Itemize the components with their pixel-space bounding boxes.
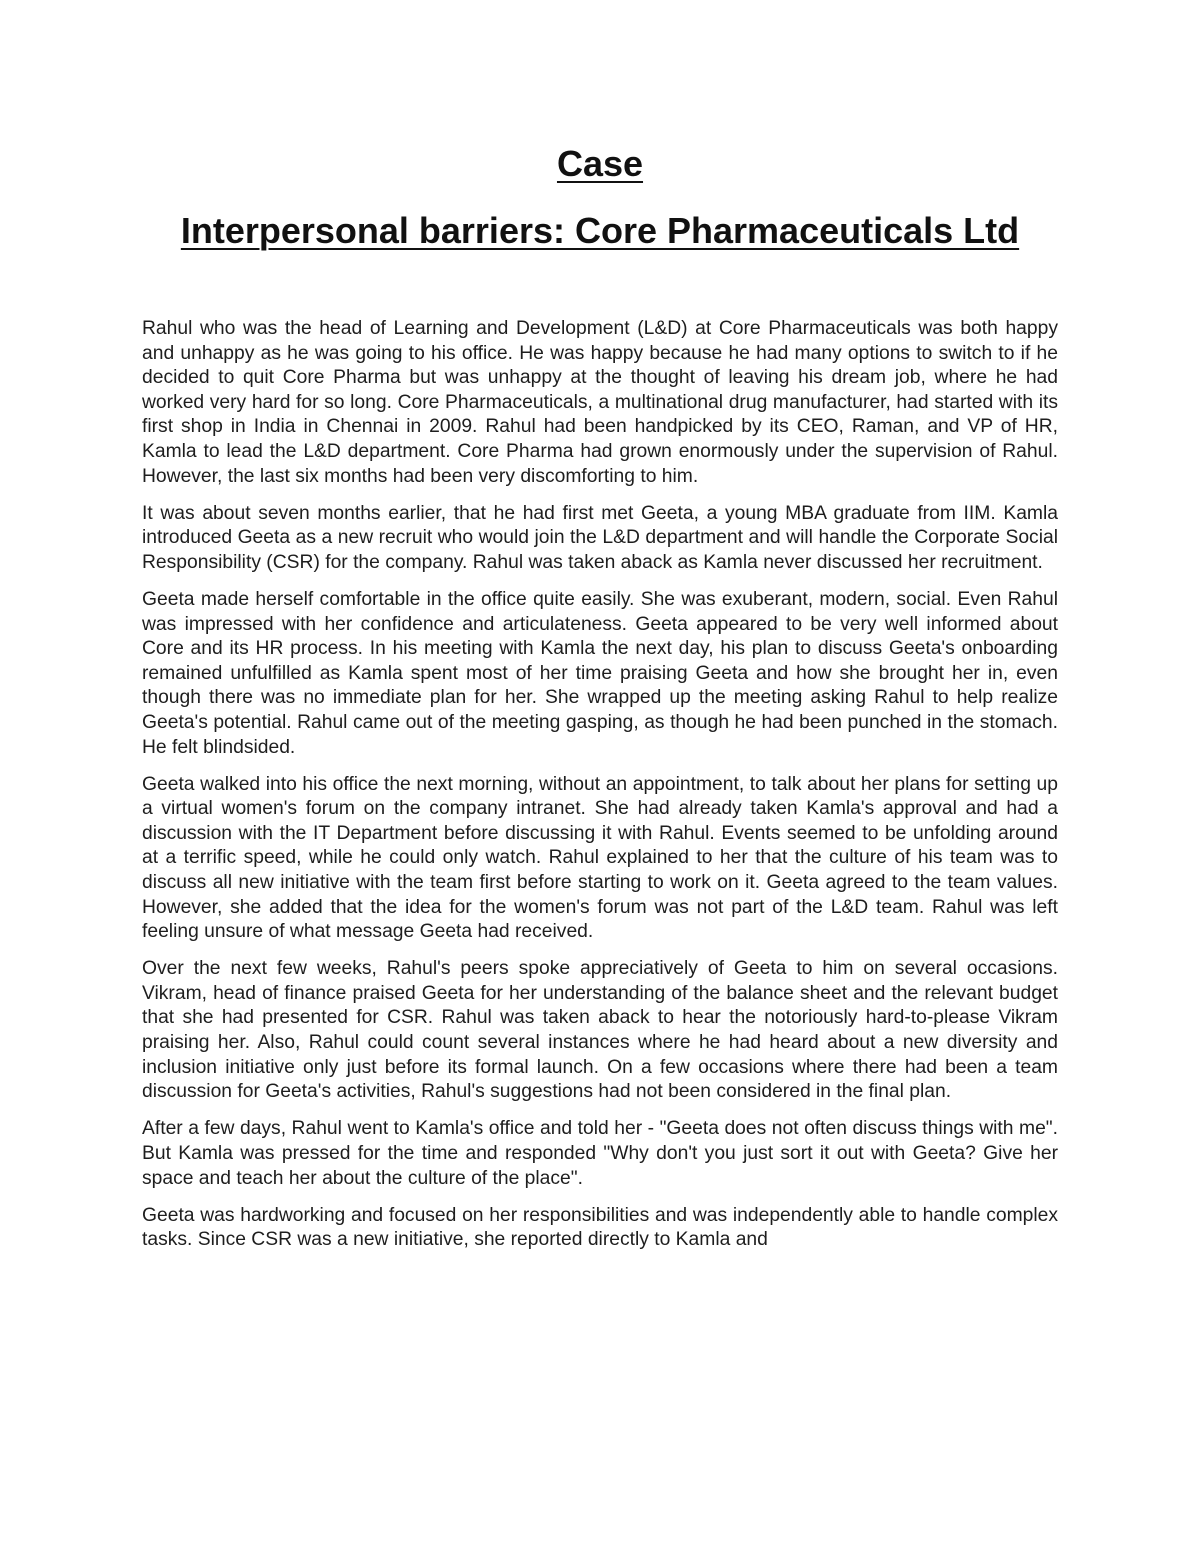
document-body <box>142 317 1058 1265</box>
paragraph-7: Geeta was hardworking and focused on her responsibilities and was independently able to handle complex tasks. Since CSR was a new initiative, she reported directly to Kamla and <box>142 1204 1058 1251</box>
paragraph-6: After a few days, Rahul went to Kamla's office and told her - "Geeta does not often discuss things with me". But Kamla was pressed for the time and responded "Why don't you just sort it out with Geeta? Give her space and teach her about the culture of the place". <box>142 1118 1058 1189</box>
paragraph-2: It was about seven months earlier, that he had first met Geeta, a young MBA graduate from IIM. Kamla introduced Geeta as a new recruit who would join the L&D department and will handle the Corporate Social Responsibility (CSR) for the company. Rahul was taken aback as Kamla never discussed her recruitment. <box>142 502 1058 573</box>
document-title: Case <box>556 143 644 184</box>
document-subtitle: Interpersonal barriers: Core Pharmaceuticals Ltd <box>180 210 1020 251</box>
paragraph-3: Geeta made herself comfortable in the office quite easily. She was exuberant, modern, social. Even Rahul was impressed with her confidence and articulateness. Geeta appeared to be very well informed about Core and its HR process. In his meeting with Kamla the next day, his plan to discuss Geeta's onboarding remained unfulfilled as Kamla spent most of her time praising Geeta and how she brought her in, even though there was no immediate plan for her. She wrapped up the meeting asking Rahul to help realize Geeta's potential. Rahul came out of the meeting gasping, as though he had been punched in the stomach. He felt blindsided. <box>142 588 1058 758</box>
paragraph-5: Over the next few weeks, Rahul's peers spoke appreciatively of Geeta to him on several occasions. Vikram, head of finance praised Geeta for her understanding of the balance sheet and the relevant budget that she had presented for CSR. Rahul was taken aback to hear the notoriously hard-to-please Vikram praising her. Also, Rahul could count several instances where he had heard about a new diversity and inclusion initiative only just before its formal launch. On a few occasions where there had been a team discussion for Geeta's activities, Rahul's suggestions had not been considered in the final plan. <box>142 958 1058 1103</box>
paragraph-1: Rahul who was the head of Learning and Development (L&D) at Core Pharmaceuticals was both happy and unhappy as he was going to his office. He was happy because he had many options to switch to if he decided to quit Core Pharma but was unhappy at the thought of leaving his dream job, where he had worked very hard for so long. Core Pharmaceuticals, a multinational drug manufacturer, had started with its first shop in India in Chennai in 2009. Rahul had been handpicked by its CEO, Raman, and VP of HR, Kamla to lead the L&D department. Core Pharma had grown enormously under the supervision of Rahul. However, the last six months had been very discomforting to him. <box>142 318 1058 487</box>
paragraph-4: Geeta walked into his office the next morning, without an appointment, to talk about her plans for setting up a virtual women's forum on the company intranet. She had already taken Kamla's approval and had a discussion with the IT Department before discussing it with Rahul. Events seemed to be unfolding around at a terrific speed, while he could only watch. Rahul explained to her that the culture of his team was to discuss all new initiative with the team first before starting to work on it. Geeta agreed to the team values. However, she added that the idea for the women's forum was not part of the L&D team. Rahul was left feeling unsure of what message Geeta had received. <box>142 773 1058 943</box>
